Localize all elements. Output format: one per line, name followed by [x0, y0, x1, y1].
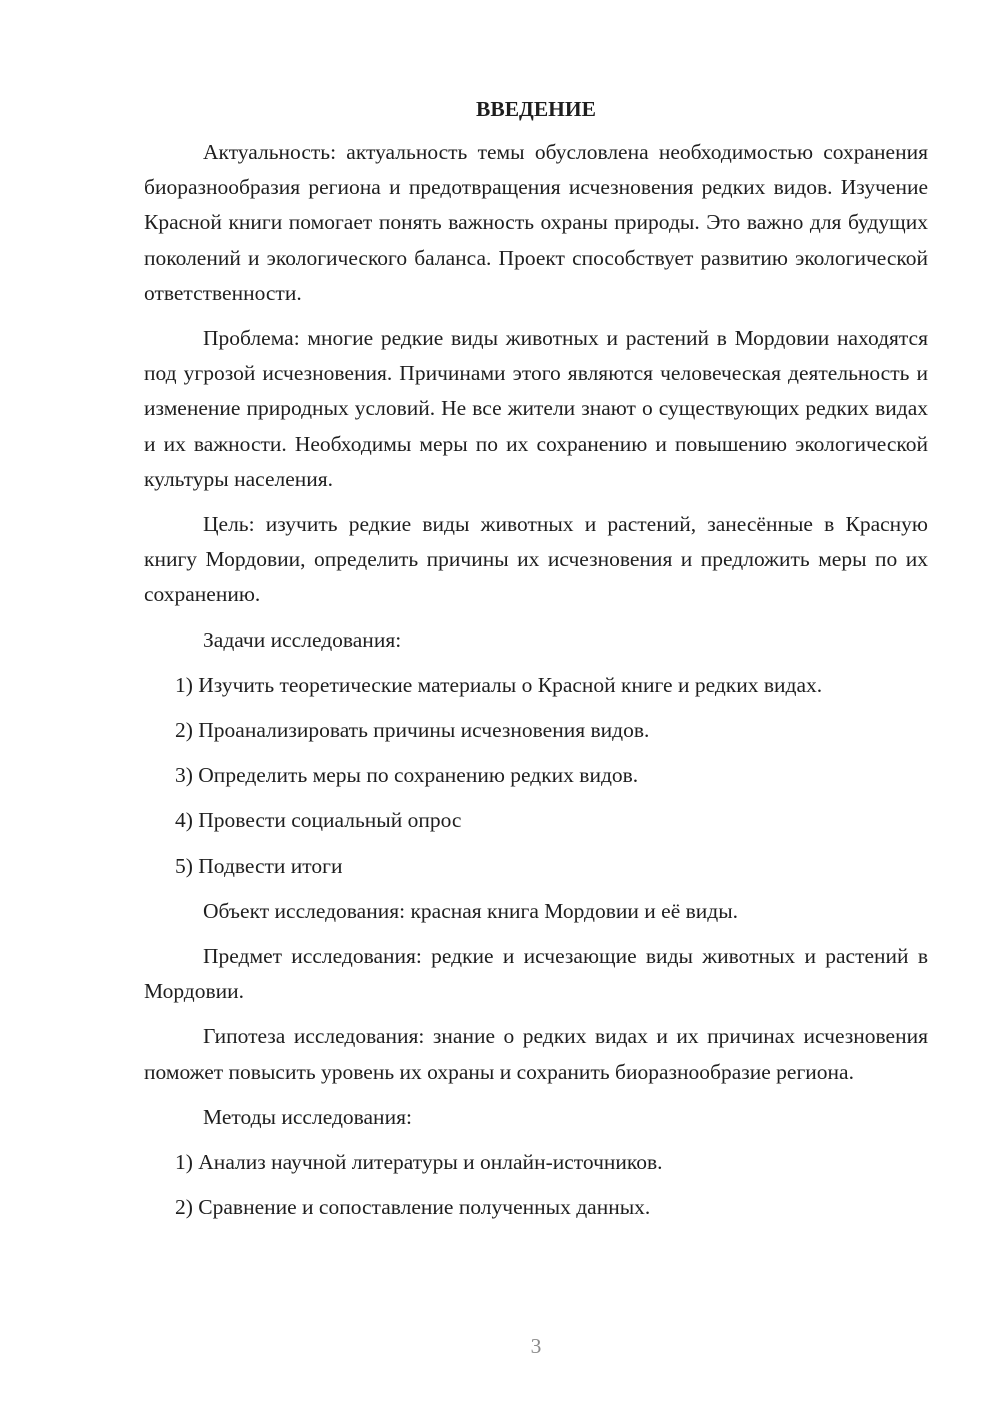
page-number: 3: [530, 1334, 542, 1358]
problem-paragraph: Проблема: многие редкие виды животных и растений в Мордовии находятся под угрозой исчезновения. Причинами этого являются человеческая деятельность и изменение природных условий. Не все жители знают о существующих редких видах и их важности. Необходимы меры по их сохранению и повышению экологической культуры населения.: [144, 326, 928, 491]
task-item: 3) Определить меры по сохранению редких видов.: [175, 763, 639, 788]
page-heading: ВВЕДЕНИЕ: [476, 97, 596, 121]
methods-list: [144, 1145, 928, 1225]
tasks-title: Задачи исследования:: [203, 627, 402, 652]
task-item: 1) Изучить теоретические материалы о Красной книге и редких видах.: [175, 672, 823, 697]
page-content: [144, 92, 928, 1235]
methods-title: Методы исследования:: [203, 1104, 412, 1129]
tasks-list: [144, 668, 928, 884]
object-paragraph: Объект исследования: красная книга Мордовии и её виды.: [203, 898, 739, 923]
method-item: 2) Сравнение и сопоставление полученных данных.: [175, 1195, 651, 1220]
hypothesis-paragraph: Гипотеза исследования: знание о редких видах и их причинах исчезновения поможет повысить уровень их охраны и сохранить биоразнообразие региона.: [144, 1024, 928, 1084]
subject-paragraph: Предмет исследования: редкие и исчезающие виды животных и растений в Мордовии.: [144, 944, 928, 1004]
goal-paragraph: Цель: изучить редкие виды животных и растений, занесённые в Красную книгу Мордовии, определить причины их исчезновения и предложить меры по их сохранению.: [144, 512, 928, 607]
method-item: 1) Анализ научной литературы и онлайн-источников.: [175, 1150, 663, 1175]
task-item: 2) Проанализировать причины исчезновения видов.: [175, 718, 650, 743]
task-item: 5) Подвести итоги: [175, 853, 343, 878]
task-item: 4) Провести социальный опрос: [175, 808, 462, 833]
relevance-paragraph: Актуальность: актуальность темы обусловлена необходимостью сохранения биоразнообразия региона и предотвращения исчезновения редких видов. Изучение Красной книги помогает понять важность охраны природы. Это важно для будущих поколений и экологического баланса. Проект способствует развитию экологической ответственности.: [144, 140, 928, 305]
